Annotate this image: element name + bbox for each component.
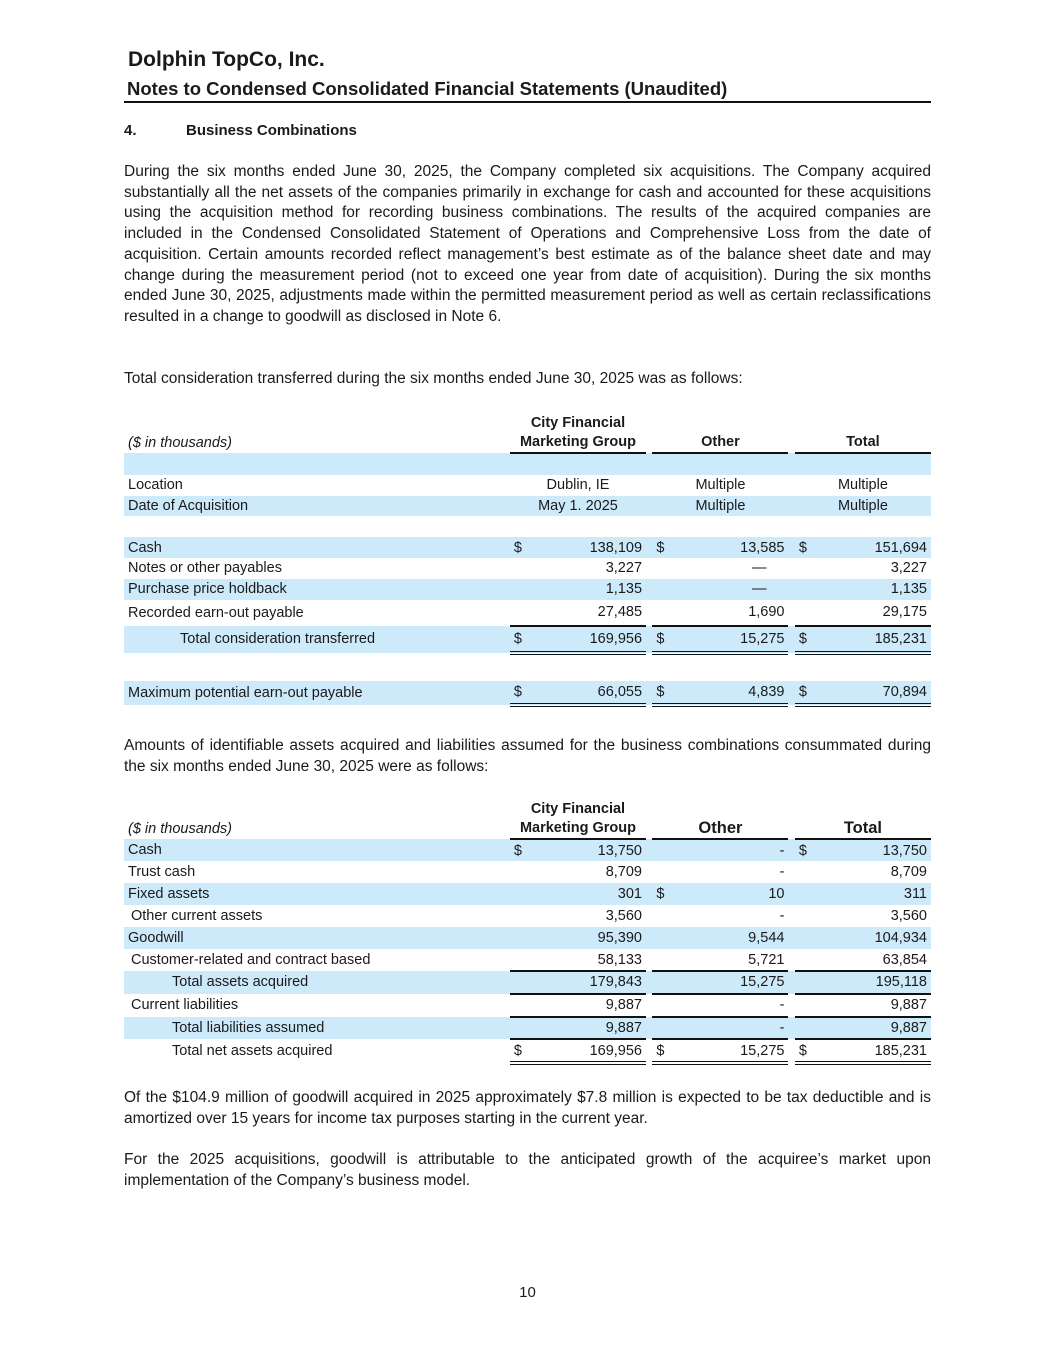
intro-paragraph: During the six months ended June 30, 2025, the Company completed six acquisitions. The Company acquired substantially all the net assets of the companies primarily in exchange for cash and accounted for these acquisitions using the acquisition method for recording business combinations. The results of the acquired companies are included in the Condensed Consolidated Statement of Operations and Comprehensive Loss from the date of acquisition. Certain amounts recorded reflect management’s best estimate as of the balance sheet date and may change during the measurement period (not to exceed one year from date of acquisition). During the six months ended June 30, 2025, adjustments made within the permitted measurement period as well as certain reclassifications resulted in a change to goodwill as disclosed in Note 6. [124, 163, 931, 325]
assets-acquired-table [124, 800, 931, 1065]
table-row: Recorded earn-out payable 27,485 1,690 29,175 [128, 604, 927, 621]
column-header-total: Total [795, 414, 931, 453]
document-subtitle: Notes to Condensed Consolidated Financial Statements (Unaudited) [124, 78, 931, 103]
table-row: Current liabilities 9,887 - 9,887 [124, 994, 931, 1017]
table-row: Fixed assets 301 $ 10 311 [124, 883, 931, 905]
max-earnout-row: Maximum potential earn-out payable $ 66,055 $ 4,839 $ 70,894 [124, 681, 931, 705]
page-number: 10 [519, 1284, 536, 1301]
consideration-intro-paragraph: Total consideration transferred during the six months ended June 30, 2025 was as follows: [124, 370, 743, 387]
total-net-assets-row: Total net assets acquired $ 169,956 $ 15,275 $ 185,231 [124, 1039, 931, 1063]
table-row-location: Location Dublin, IE Multiple Multiple [128, 477, 888, 494]
total-liabilities-row: Total liabilities assumed 9,887 - 9,887 [124, 1017, 931, 1040]
column-header-total: Total [795, 800, 931, 839]
spacer-row [124, 653, 931, 681]
table-row: Cash $ 13,750 - $ 13,750 [124, 839, 931, 861]
column-header-other: Other [652, 414, 788, 453]
table-row: Cash $ 138,109 $ 13,585 $ 151,694 [124, 537, 931, 558]
table-row: Purchase price holdback 1,135 — 1,135 [124, 579, 931, 600]
section-number: 4. [124, 122, 137, 139]
spacer-row [124, 453, 931, 475]
table-row: Customer-related and contract based 58,133 5,721 63,854 [131, 951, 927, 968]
column-header-cfmg: City Financial Marketing Group [510, 800, 646, 839]
column-header-cfmg: City Financial Marketing Group [510, 414, 646, 453]
column-header-other: Other [652, 800, 788, 839]
table-header [124, 414, 931, 453]
table-row: Trust cash 8,709 - 8,709 [128, 864, 927, 880]
total-assets-row: Total assets acquired 179,843 15,275 195,118 [124, 971, 931, 994]
table-row: Other current assets 3,560 - 3,560 [131, 908, 927, 924]
spacer-row [124, 516, 931, 537]
section-title: Business Combinations [186, 122, 357, 139]
unit-label: ($ in thousands) [128, 820, 232, 837]
goodwill-attribution-paragraph: For the 2025 acquisitions, goodwill is attributable to the anticipated growth of the acquiree’s market upon implementation of the Company’s business model. [124, 1151, 931, 1189]
company-name: Dolphin TopCo, Inc. [128, 48, 325, 71]
section-heading [124, 122, 357, 139]
assets-intro-paragraph: Amounts of identifiable assets acquired and liabilities assumed for the business combinations consummated during the six months ended June 30, 2025 were as follows: [124, 737, 931, 775]
table-header [124, 800, 931, 839]
total-consideration-row: Total consideration transferred $ 169,956 $ 15,275 $ 185,231 [124, 626, 931, 653]
table-row: Goodwill 95,390 9,544 104,934 [124, 927, 931, 949]
consideration-table [124, 414, 931, 707]
table-row-date: Date of Acquisition May 1. 2025 Multiple Multiple [124, 496, 931, 517]
unit-label: ($ in thousands) [128, 434, 232, 451]
table-row: Notes or other payables 3,227 — 3,227 [128, 560, 927, 577]
goodwill-tax-paragraph: Of the $104.9 million of goodwill acquired in 2025 approximately $7.8 million is expected to be tax deductible and is amortized over 15 years for income tax purposes starting in the current year. [124, 1089, 931, 1127]
